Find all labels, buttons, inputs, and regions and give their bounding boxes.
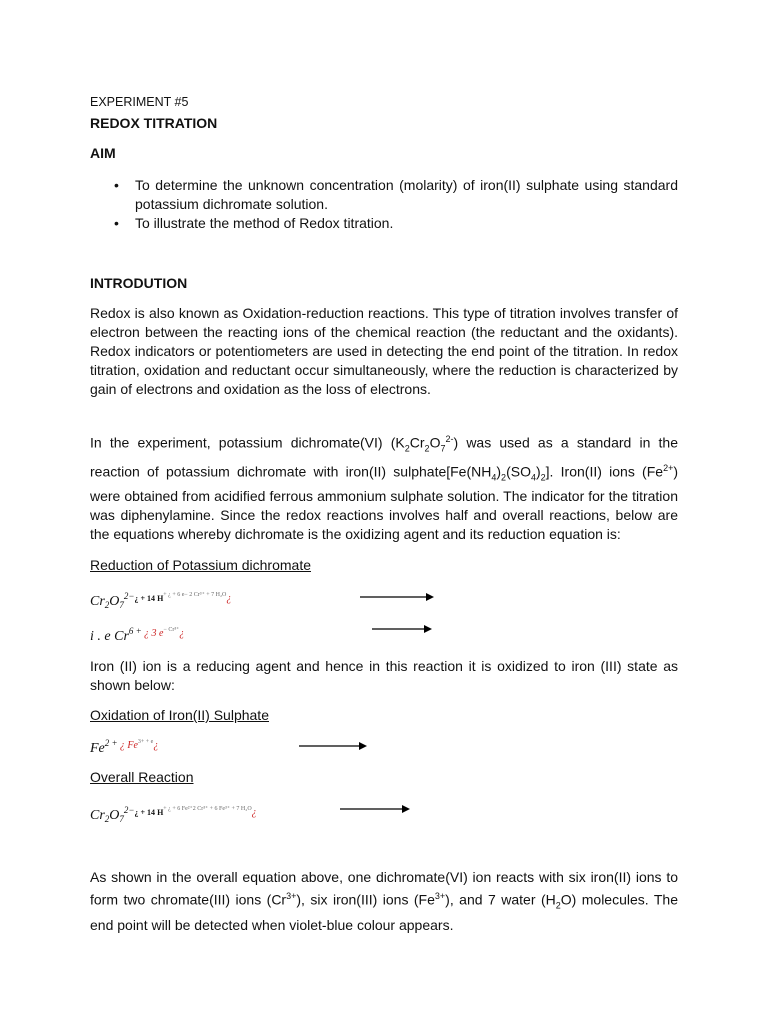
aim-item: • To illustrate the method of Redox titration. — [90, 214, 678, 233]
reduction-equation: $Cr_2O_7^{2-¿ + 14}$ $^{H+ ¿ + 6 e- 2 Cr^{3+} + 7 H_2O¿}$ — [90, 591, 232, 610]
overall-equation: $Cr_2O_7^{2-¿ + 14}$ $^{H+ ¿ + 6 Fe^{2+}2 Cr^{3+} + 6 Fe^{3+} + 7 H_2O¿}$ — [90, 805, 257, 824]
intro-paragraph-1: Redox is also known as Oxidation-reduction reactions. This type of titration involves transfer of electron between the reacting ions of the chemical reaction (the reductant and the oxidants). Redox indicators or potentiometers are used in detecting the end point of the titration. In redox titration, oxidation and reductant occur simultaneously, where the reduction is characterized by gain of electrons and oxidation as the loss of electrons. — [90, 305, 678, 398]
intro-paragraph-3: Iron (II) ion is a reducing agent and hence in this reaction it is oxidized to iron (III) state as shown below: — [90, 658, 678, 694]
reduction-heading: Reduction of Potassium dichromate — [90, 557, 311, 573]
aim-list — [90, 176, 678, 233]
reaction-arrow-icon — [340, 803, 412, 815]
page-title: REDOX TITRATION — [90, 115, 218, 131]
reaction-arrow-icon — [372, 623, 434, 635]
reaction-arrow-icon — [299, 740, 369, 752]
reaction-arrow-icon — [360, 591, 436, 603]
oxidation-equation: $Fe^{2 +}$ $^{¿ Fe3+ + e¿}$ — [90, 738, 159, 756]
intro-paragraph-2: In the experiment, potassium dichromate(VI) $(K_2Cr_2O_7^{2-})$ was used as a standard in the reaction of potassium dichromate with iron(II) $sulphate[Fe(NH_4)_2(SO_4)_2]$. Iron(II) ions $(Fe^{2+})$ were obtained from acidified ferrous ammonium sulphate solution. The indicator for the titration was diphenylamine. Since the redox reactions involves half and overall reactions, below are the equations whereby dichromate is the oxidizing agent and its reduction equation is: — [90, 434, 679, 543]
overall-heading: Overall Reaction — [90, 769, 194, 785]
aim-item: • To determine the unknown concentration (molarity) of iron(II) sulphate using standard potassium dichromate solution. — [90, 176, 678, 214]
experiment-label: EXPERIMENT #5 — [90, 95, 189, 109]
introduction-heading: INTRODUTION — [90, 275, 188, 291]
aim-heading: AIM — [90, 145, 116, 161]
intro-paragraph-4: As shown in the overall equation above, one dichromate(VI) ion reacts with six iron(II) ions to form two chromate(III) ions $(Cr^{3+})$, six iron(III) ions $(Fe^{3+})$, and 7 water $(H_2O)$ molecules. The end point will be detected when violet-blue colour appears. — [90, 869, 678, 933]
reduction-equation-ie: i . e $Cr^{6 +}$ $^{¿ 3 e- Cr^{3+}¿}$ — [90, 626, 185, 644]
oxidation-heading: Oxidation of Iron(II) Sulphate — [90, 707, 269, 723]
